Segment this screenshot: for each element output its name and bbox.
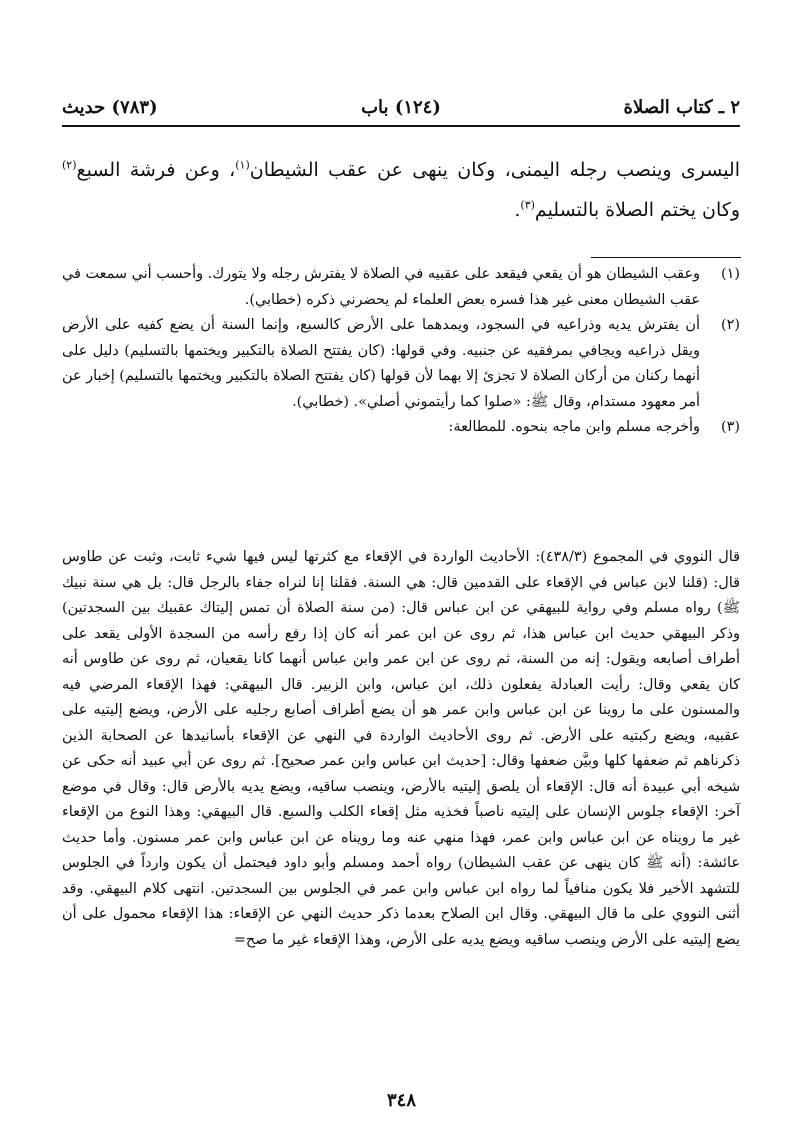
running-header xyxy=(62,94,740,122)
section-title: (١٢٤) باب xyxy=(361,97,441,118)
footnote-number: (١) xyxy=(721,266,740,282)
footnote-divider xyxy=(591,257,741,258)
footnote-ref-1: (١) xyxy=(235,158,250,172)
footnote-text: وأخرجه مسلم وابن ماجه بنحوه. للمطالعة: xyxy=(448,419,700,435)
hadith-text xyxy=(62,150,740,230)
footnote-text: أن يفترش يديه وذراعيه في السجود، ويمدهما على الأرض كالسبع، وإنما السنة أن يضع كفيه على الأرض ويقل ذراعيه ويجافي بمرفقيه عن جنبيه. وفي قولها: (كان يفتتح الصلاة بالتكبير ويختمها بالتسليم) دليل على أنهما ركنان من أركان الصلاة لا تجزئ إلا بهما لأن قولها (كان يفتتح الصلاة بالتكبير ويختمها بالتسليم) إخبار عن أمر معهود مستدام، وقال ﷺ: «صلوا كما رأيتموني أصلي». (خطابي). xyxy=(62,317,700,410)
commentary-text: قال النووي في المجموع (٤٣٨/٣): الأحاديث الواردة في الإقعاء مع كثرتها ليس فيها شيء ثابت، وثبت عن طاوس قال: (قلنا لابن عباس في الإقعاء على القدمين قال: هي السنة. فقلنا إنا لنراه جفاء بالرجل قال: بل هي سنة نبيك ﷺ) رواه مسلم وفي رواية للبيهقي عن ابن عباس قال: (من سنة الصلاة أن تمس إليتاك عقبيك بين السجدتين) وذكر البيهقي حديث ابن عباس هذا، ثم روى عن ابن عمر أنه كان إذا رفع رأسه من السجدة الأولى يقعد على أطراف أصابعه ويقول: إنه من السنة، ثم روى عن ابن عمر وابن عباس أنهما كانا يقعيان، ثم روى عن طاوس أنه كان يقعي وقال: رأيت العبادلة يفعلون ذلك، ابن عباس، وابن الزبير. قال البيهقي: فهذا الإقعاء المرضي فيه والمسنون على ما روينا عن ابن عباس وابن عمر هو أن يضع أطراف أصابع رجليه على الأرض، ويضع إليتيه على عقبيه، ويضع ركبتيه على الأرض. ثم روى الأحاديث الواردة في النهي عن الإقعاء بأسانيدها عن الصحابة الذين ذكرناهم ثم ضعفها كلها وبيَّن ضعفها وقال: [حديث ابن عباس وابن عمر صحيح]. ثم روى عن أبي عبيد أنه حكى عن شيخه أبي عبيدة أنه قال: الإقعاء أن يلصق إليتيه بالأرض، وينصب ساقيه، ويضع يديه بالأرض قال: وقال في موضع آخر: الإقعاء جلوس الإنسان على إليتيه ناصباً فخذيه مثل إقعاء الكلب والسبع. قال البيهقي: وهذا النوع من الإقعاء غير ما رويناه عن ابن عباس وابن عمر، فهذا منهي عنه وما رويناه عن ابن عباس وابن عمر مسنون. وأما حديث عائشة: (أنه ﷺ كان ينهى عن عقب الشيطان) رواه أحمد ومسلم وأبو داود فيحتمل أن يكون وارداً في الجلوس للتشهد الأخير فلا يكون منافياً لما رواه ابن عباس وابن عمر في الجلوس بين السجدتين. انتهى كلام البيهقي. وقد أثنى النووي على ما قال البيهقي. وقال ابن الصلاح بعدما ذكر حديث النهي عن الإقعاء: هذا الإقعاء محمول على أن يضع إليتيه على الأرض وينصب ساقيه ويضع يديه على الأرض، وهذا الإقعاء غير ما صح= xyxy=(62,549,740,948)
hadith-number: (٧٨٣) حديث xyxy=(62,97,158,118)
hadith-text-part: وكان يختم الصلاة بالتسليم xyxy=(534,199,740,221)
footnote-ref-2: (٢) xyxy=(62,158,77,172)
hadith-text-part: اليسرى وينصب رجله اليمنى، وكان ينهى عن عقب الشيطان xyxy=(249,159,740,181)
footnotes xyxy=(62,262,740,441)
footnote-number: (٣) xyxy=(721,419,740,435)
chapter-title: ٢ ـ كتاب الصلاة xyxy=(623,97,740,118)
footnote-text: وعقب الشيطان هو أن يقعي فيقعد على عقبيه في الصلاة لا يفترش رجله ولا يتورك. وأحسب أني سمعت في عقب الشيطان معنى غير هذا فسره بعض العلماء لم يحضرني ذكره (خطابي). xyxy=(62,266,700,308)
header-divider xyxy=(62,125,740,127)
footnote-3 xyxy=(62,415,740,441)
footnote-2 xyxy=(62,313,740,415)
hadith-text-part: . xyxy=(514,199,521,221)
footnote-ref-3: (٣) xyxy=(520,198,535,212)
footnote-1 xyxy=(62,262,740,313)
footnote-number: (٢) xyxy=(721,317,740,333)
hadith-text-part: ، وعن فرشة السبع xyxy=(76,159,236,181)
page-number: ٣٤٨ xyxy=(386,1090,416,1111)
